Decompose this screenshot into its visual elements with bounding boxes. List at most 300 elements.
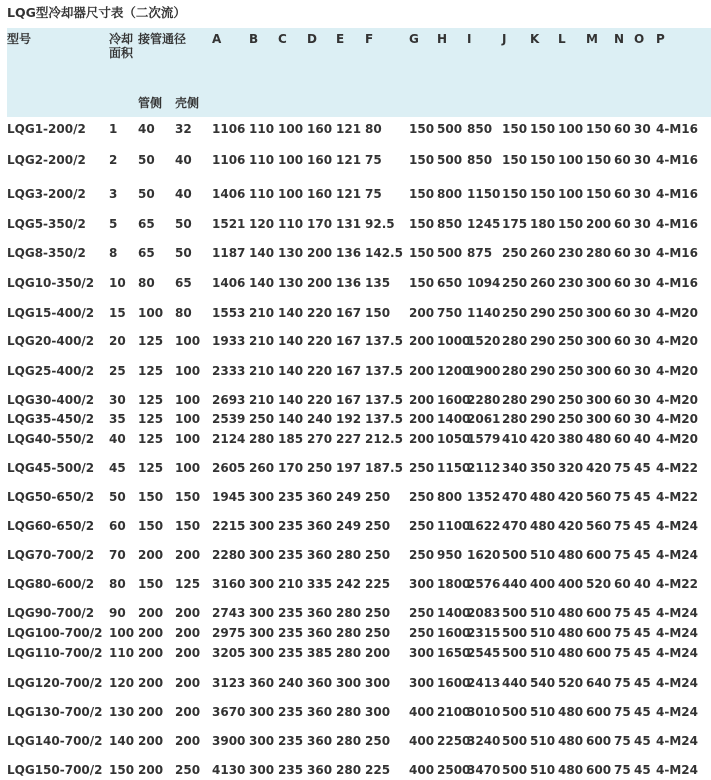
header-model: 型号	[7, 32, 32, 46]
header-F: F	[365, 32, 374, 46]
cell-E: 197	[336, 461, 362, 475]
cell-P: 4-M16	[656, 187, 698, 201]
cell-G: 200	[409, 306, 435, 320]
cell-N: 60	[614, 364, 631, 378]
cell-M: 600	[586, 646, 612, 660]
header-L: L	[558, 32, 566, 46]
cell-L: 380	[558, 432, 584, 446]
cell-L: 480	[558, 734, 584, 748]
cell-P: 4-M20	[656, 334, 698, 348]
cell-J: 500	[502, 705, 528, 719]
cell-C: 235	[278, 646, 304, 660]
cell-tube: 80	[138, 276, 155, 290]
cell-tube: 200	[138, 646, 164, 660]
cell-K: 290	[530, 393, 556, 407]
cell-I: 1579	[467, 432, 501, 446]
cell-G: 150	[409, 217, 435, 231]
cell-O: 45	[634, 763, 651, 777]
cell-G: 200	[409, 364, 435, 378]
table-row	[0, 676, 711, 690]
cell-I: 1140	[467, 306, 501, 320]
cell-I: 3240	[467, 734, 501, 748]
cell-A: 2743	[212, 606, 246, 620]
cell-M: 420	[586, 461, 612, 475]
table-row	[0, 412, 711, 426]
cell-tube: 150	[138, 490, 164, 504]
cell-N: 75	[614, 763, 631, 777]
cell-H: 800	[437, 187, 463, 201]
cell-G: 400	[409, 734, 435, 748]
header-area: 冷却面积	[109, 32, 134, 60]
cell-O: 45	[634, 548, 651, 562]
cell-shell: 80	[175, 306, 192, 320]
cell-O: 45	[634, 626, 651, 640]
cell-O: 30	[634, 334, 651, 348]
cell-model: LQG130-700/2	[7, 705, 103, 719]
cell-area: 3	[109, 187, 118, 201]
cell-O: 45	[634, 676, 651, 690]
cell-area: 1	[109, 122, 118, 136]
cell-P: 4-M24	[656, 763, 698, 777]
cell-I: 1245	[467, 217, 501, 231]
cell-H: 850	[437, 217, 463, 231]
cell-K: 400	[530, 577, 556, 591]
cell-G: 200	[409, 393, 435, 407]
cell-P: 4-M24	[656, 705, 698, 719]
cell-L: 520	[558, 676, 584, 690]
cell-model: LQG8-350/2	[7, 246, 86, 260]
cell-tube: 65	[138, 246, 155, 260]
cell-C: 140	[278, 306, 304, 320]
table-row	[0, 763, 711, 777]
cell-L: 400	[558, 577, 584, 591]
cell-area: 140	[109, 734, 135, 748]
cell-M: 600	[586, 734, 612, 748]
cell-E: 280	[336, 734, 362, 748]
cell-tube: 125	[138, 432, 164, 446]
table-row	[0, 705, 711, 719]
cell-F: 250	[365, 626, 391, 640]
cell-F: 142.5	[365, 246, 403, 260]
cell-B: 300	[249, 646, 275, 660]
cell-L: 480	[558, 646, 584, 660]
cell-C: 130	[278, 276, 304, 290]
cell-N: 60	[614, 122, 631, 136]
cell-K: 480	[530, 490, 556, 504]
cell-A: 3123	[212, 676, 246, 690]
cell-H: 1400	[437, 412, 471, 426]
cell-tube: 200	[138, 705, 164, 719]
cell-C: 235	[278, 626, 304, 640]
cell-P: 4-M20	[656, 364, 698, 378]
cell-P: 4-M16	[656, 217, 698, 231]
cell-B: 300	[249, 548, 275, 562]
cell-L: 480	[558, 606, 584, 620]
cell-M: 280	[586, 246, 612, 260]
cell-N: 75	[614, 490, 631, 504]
cell-F: 92.5	[365, 217, 395, 231]
cell-D: 240	[307, 412, 333, 426]
cell-area: 130	[109, 705, 135, 719]
cell-E: 131	[336, 217, 362, 231]
cell-model: LQG45-500/2	[7, 461, 95, 475]
cell-F: 137.5	[365, 412, 403, 426]
cell-K: 510	[530, 606, 556, 620]
cell-O: 30	[634, 187, 651, 201]
cell-A: 2280	[212, 548, 246, 562]
cell-model: LQG110-700/2	[7, 646, 103, 660]
cell-B: 120	[249, 217, 275, 231]
cell-C: 235	[278, 548, 304, 562]
cell-M: 200	[586, 217, 612, 231]
cell-E: 167	[336, 364, 362, 378]
cell-P: 4-M20	[656, 306, 698, 320]
cell-F: 137.5	[365, 334, 403, 348]
table-row	[0, 217, 711, 231]
cell-B: 140	[249, 246, 275, 260]
cell-M: 560	[586, 519, 612, 533]
cell-A: 3205	[212, 646, 246, 660]
cell-G: 250	[409, 519, 435, 533]
cell-O: 40	[634, 432, 651, 446]
cell-O: 30	[634, 393, 651, 407]
cell-H: 500	[437, 122, 463, 136]
cell-G: 200	[409, 334, 435, 348]
cell-F: 212.5	[365, 432, 403, 446]
cell-shell: 100	[175, 412, 201, 426]
cell-model: LQG40-550/2	[7, 432, 95, 446]
cell-O: 30	[634, 122, 651, 136]
cell-J: 280	[502, 412, 528, 426]
cell-F: 225	[365, 577, 391, 591]
header-E: E	[336, 32, 345, 46]
header-M: M	[586, 32, 598, 46]
header-P: P	[656, 32, 665, 46]
cell-C: 235	[278, 705, 304, 719]
cell-J: 470	[502, 490, 528, 504]
cell-D: 220	[307, 393, 333, 407]
cell-B: 260	[249, 461, 275, 475]
cell-M: 600	[586, 606, 612, 620]
cell-D: 270	[307, 432, 333, 446]
cell-M: 560	[586, 490, 612, 504]
cell-M: 300	[586, 334, 612, 348]
cell-tube: 65	[138, 217, 155, 231]
cell-N: 75	[614, 519, 631, 533]
table-row	[0, 276, 711, 290]
cell-tube: 125	[138, 334, 164, 348]
cell-H: 1400	[437, 606, 471, 620]
cell-K: 260	[530, 246, 556, 260]
cell-E: 121	[336, 153, 362, 167]
cell-L: 230	[558, 246, 584, 260]
cell-P: 4-M22	[656, 490, 698, 504]
cell-L: 480	[558, 626, 584, 640]
cell-C: 210	[278, 577, 304, 591]
cell-tube: 200	[138, 763, 164, 777]
cell-E: 242	[336, 577, 362, 591]
cell-B: 280	[249, 432, 275, 446]
cell-J: 175	[502, 217, 528, 231]
cell-P: 4-M16	[656, 276, 698, 290]
cell-shell: 250	[175, 763, 201, 777]
cell-G: 250	[409, 490, 435, 504]
cell-shell: 200	[175, 548, 201, 562]
cell-A: 1406	[212, 276, 246, 290]
cell-model: LQG15-400/2	[7, 306, 95, 320]
cell-M: 520	[586, 577, 612, 591]
cell-K: 540	[530, 676, 556, 690]
cell-O: 30	[634, 364, 651, 378]
cell-J: 500	[502, 763, 528, 777]
cell-E: 167	[336, 334, 362, 348]
cell-area: 35	[109, 412, 126, 426]
table-row	[0, 246, 711, 260]
cell-L: 100	[558, 153, 584, 167]
cell-I: 1520	[467, 334, 501, 348]
cell-J: 150	[502, 122, 528, 136]
cell-I: 1900	[467, 364, 501, 378]
cell-M: 600	[586, 548, 612, 562]
cell-O: 45	[634, 705, 651, 719]
header-shell-side: 壳侧	[175, 96, 200, 110]
header-O: O	[634, 32, 645, 46]
cell-D: 360	[307, 705, 333, 719]
cell-model: LQG5-350/2	[7, 217, 86, 231]
cell-shell: 40	[175, 153, 192, 167]
cell-area: 20	[109, 334, 126, 348]
cell-P: 4-M20	[656, 393, 698, 407]
cell-D: 200	[307, 276, 333, 290]
cell-model: LQG90-700/2	[7, 606, 95, 620]
cell-A: 2539	[212, 412, 246, 426]
cell-J: 500	[502, 646, 528, 660]
cell-D: 360	[307, 734, 333, 748]
cell-H: 1650	[437, 646, 471, 660]
cell-J: 150	[502, 187, 528, 201]
cell-O: 30	[634, 246, 651, 260]
cell-M: 300	[586, 306, 612, 320]
cell-A: 1521	[212, 217, 246, 231]
cell-F: 300	[365, 676, 391, 690]
cell-N: 60	[614, 276, 631, 290]
cell-A: 1945	[212, 490, 246, 504]
cell-H: 1000	[437, 334, 471, 348]
cell-D: 360	[307, 763, 333, 777]
cell-D: 360	[307, 626, 333, 640]
cell-L: 100	[558, 122, 584, 136]
cell-P: 4-M20	[656, 412, 698, 426]
cell-E: 280	[336, 705, 362, 719]
cell-P: 4-M16	[656, 246, 698, 260]
cell-C: 110	[278, 217, 304, 231]
cell-area: 25	[109, 364, 126, 378]
cell-F: 300	[365, 705, 391, 719]
cell-model: LQG140-700/2	[7, 734, 103, 748]
cell-I: 1094	[467, 276, 501, 290]
cell-L: 250	[558, 412, 584, 426]
header-J: J	[502, 32, 507, 46]
cell-A: 2124	[212, 432, 246, 446]
cell-C: 100	[278, 122, 304, 136]
cell-H: 800	[437, 490, 463, 504]
cell-E: 136	[336, 246, 362, 260]
cell-K: 290	[530, 334, 556, 348]
table-row	[0, 393, 711, 407]
cell-G: 400	[409, 763, 435, 777]
cell-K: 290	[530, 306, 556, 320]
cell-F: 137.5	[365, 393, 403, 407]
cell-J: 280	[502, 334, 528, 348]
cell-D: 160	[307, 122, 333, 136]
cell-A: 1106	[212, 153, 246, 167]
cell-B: 300	[249, 763, 275, 777]
cell-C: 235	[278, 734, 304, 748]
cell-M: 600	[586, 763, 612, 777]
cell-B: 300	[249, 626, 275, 640]
cell-L: 250	[558, 364, 584, 378]
cell-shell: 50	[175, 246, 192, 260]
cell-G: 150	[409, 246, 435, 260]
table-row	[0, 519, 711, 533]
cell-K: 150	[530, 187, 556, 201]
cell-A: 2605	[212, 461, 246, 475]
cell-F: 250	[365, 734, 391, 748]
table-row	[0, 734, 711, 748]
cell-N: 75	[614, 548, 631, 562]
cell-model: LQG1-200/2	[7, 122, 86, 136]
cell-F: 135	[365, 276, 391, 290]
cell-B: 300	[249, 734, 275, 748]
table-row	[0, 306, 711, 320]
cell-tube: 200	[138, 734, 164, 748]
cell-C: 240	[278, 676, 304, 690]
cell-F: 150	[365, 306, 391, 320]
cell-shell: 200	[175, 626, 201, 640]
cell-B: 110	[249, 122, 275, 136]
cell-E: 300	[336, 676, 362, 690]
cell-A: 1406	[212, 187, 246, 201]
cell-B: 110	[249, 153, 275, 167]
cell-I: 2576	[467, 577, 501, 591]
cell-O: 45	[634, 606, 651, 620]
cell-D: 220	[307, 364, 333, 378]
table-row	[0, 626, 711, 640]
cell-B: 140	[249, 276, 275, 290]
cell-D: 360	[307, 519, 333, 533]
cell-area: 10	[109, 276, 126, 290]
cell-F: 250	[365, 606, 391, 620]
header-G: G	[409, 32, 419, 46]
cell-F: 250	[365, 519, 391, 533]
cell-area: 30	[109, 393, 126, 407]
cell-model: LQG120-700/2	[7, 676, 103, 690]
cell-G: 300	[409, 577, 435, 591]
cell-A: 1553	[212, 306, 246, 320]
cell-C: 140	[278, 393, 304, 407]
cell-M: 480	[586, 432, 612, 446]
cell-A: 1187	[212, 246, 246, 260]
cell-M: 600	[586, 705, 612, 719]
cell-J: 440	[502, 676, 528, 690]
cell-D: 200	[307, 246, 333, 260]
cell-tube: 200	[138, 626, 164, 640]
cell-area: 8	[109, 246, 118, 260]
cell-tube: 125	[138, 412, 164, 426]
cell-M: 300	[586, 364, 612, 378]
cell-tube: 100	[138, 306, 164, 320]
cell-shell: 200	[175, 705, 201, 719]
cell-J: 500	[502, 606, 528, 620]
cell-B: 210	[249, 334, 275, 348]
cell-K: 260	[530, 276, 556, 290]
page-title: LQG型冷却器尺寸表（二次流）	[7, 5, 186, 20]
cell-I: 2280	[467, 393, 501, 407]
cell-C: 170	[278, 461, 304, 475]
cell-D: 250	[307, 461, 333, 475]
cell-tube: 200	[138, 606, 164, 620]
cell-C: 130	[278, 246, 304, 260]
cell-shell: 100	[175, 461, 201, 475]
header-C: C	[278, 32, 287, 46]
cell-O: 30	[634, 306, 651, 320]
cell-H: 1600	[437, 676, 471, 690]
cell-D: 220	[307, 334, 333, 348]
cell-area: 45	[109, 461, 126, 475]
cell-tube: 125	[138, 364, 164, 378]
cell-shell: 32	[175, 122, 192, 136]
cell-I: 850	[467, 122, 493, 136]
table-row	[0, 646, 711, 660]
cell-O: 40	[634, 577, 651, 591]
cell-F: 225	[365, 763, 391, 777]
header-K: K	[530, 32, 540, 46]
header-A: A	[212, 32, 222, 46]
cell-F: 187.5	[365, 461, 403, 475]
cell-model: LQG35-450/2	[7, 412, 95, 426]
cell-area: 110	[109, 646, 135, 660]
cell-N: 75	[614, 646, 631, 660]
cell-I: 1622	[467, 519, 501, 533]
cell-F: 250	[365, 490, 391, 504]
header-tube-side: 管侧	[138, 96, 163, 110]
cell-C: 235	[278, 490, 304, 504]
cell-J: 250	[502, 246, 528, 260]
cell-B: 300	[249, 490, 275, 504]
cell-D: 360	[307, 490, 333, 504]
cell-A: 3160	[212, 577, 246, 591]
cell-shell: 100	[175, 364, 201, 378]
cell-P: 4-M24	[656, 734, 698, 748]
cell-H: 1150	[437, 461, 471, 475]
header-H: H	[437, 32, 448, 46]
cell-N: 75	[614, 734, 631, 748]
cell-N: 60	[614, 217, 631, 231]
cell-K: 510	[530, 763, 556, 777]
cell-J: 500	[502, 734, 528, 748]
cell-D: 160	[307, 187, 333, 201]
cell-model: LQG60-650/2	[7, 519, 95, 533]
cell-B: 300	[249, 577, 275, 591]
cell-K: 290	[530, 364, 556, 378]
cell-E: 121	[336, 122, 362, 136]
cell-L: 320	[558, 461, 584, 475]
cell-model: LQG3-200/2	[7, 187, 86, 201]
cell-shell: 200	[175, 606, 201, 620]
cell-I: 1620	[467, 548, 501, 562]
cell-L: 420	[558, 490, 584, 504]
cell-area: 60	[109, 519, 126, 533]
